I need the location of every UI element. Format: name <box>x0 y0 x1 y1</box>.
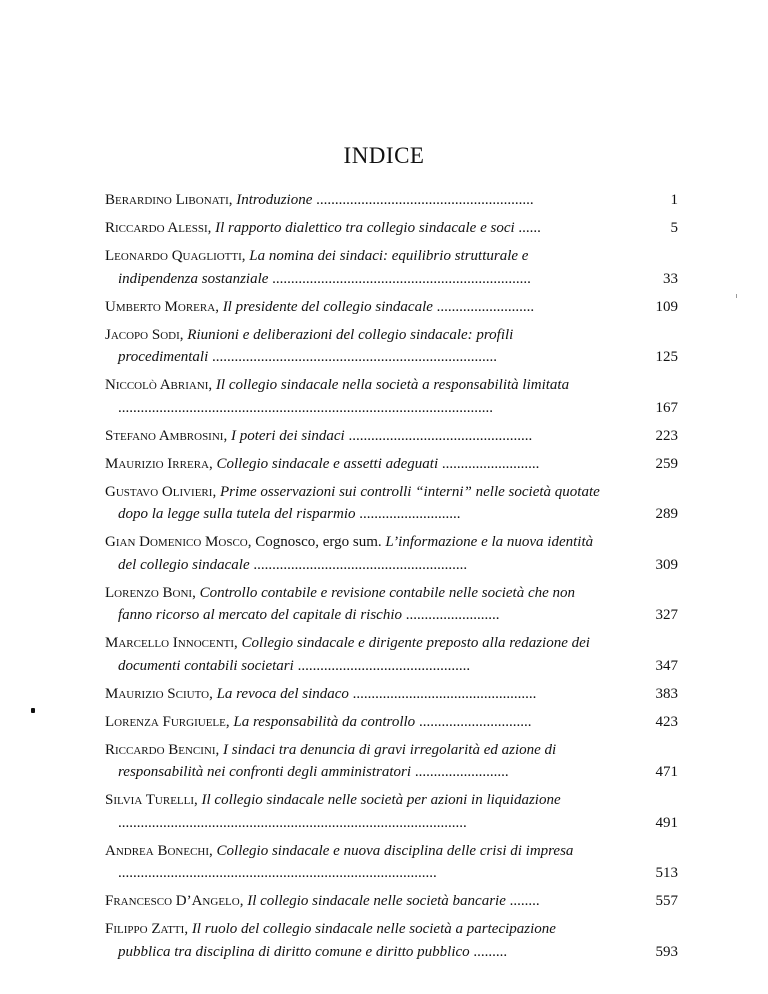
entry-title: Il collegio sindacale nelle società per azioni in liquidazione <box>201 792 561 808</box>
toc-entry: Gustavo Olivieri, Prime osservazioni sui controlli “interni” nelle società quotate dopo la legge sulla tutela del risparmio ........................... 289 <box>105 481 678 526</box>
entry-title: Collegio sindacale e nuova disciplina delle crisi di impresa <box>216 842 574 859</box>
entry-title: Riunioni e deliberazioni del collegio sindacale: profili procedimentali <box>118 326 514 365</box>
toc-entry: Silvia Turelli, Il collegio sindacale nelle società per azioni in liquidazione ............................................................................................. 491 <box>105 789 678 834</box>
entry-title: La revoca del sindaco <box>216 685 349 702</box>
dot-leader: ..................................................................... <box>268 270 531 287</box>
entry-author: Maurizio Irrera <box>105 455 209 472</box>
toc-entry: Leonardo Quagliotti, La nomina dei sindaci: equilibrio strutturale e indipendenza sostanziale ..................................................................... 33 <box>105 245 678 290</box>
entry-author: Leonardo Quagliotti <box>105 248 242 264</box>
dot-leader: ............................................................................................. <box>118 814 467 831</box>
entry-author: Lorenza Furgiuele <box>105 713 226 730</box>
entry-author: Riccardo Bencini <box>105 741 216 758</box>
dot-leader: ........................... <box>355 506 461 522</box>
entry-page-number: 593 <box>655 943 678 960</box>
entry-page-number: 33 <box>663 270 678 287</box>
entry-page-number: 259 <box>655 455 678 472</box>
entry-page-number: 491 <box>655 814 678 831</box>
dot-leader: ......... <box>469 943 508 960</box>
entry-page-number: 513 <box>655 865 678 881</box>
entry-author: Francesco D’Angelo <box>105 893 240 909</box>
entry-page-number: 125 <box>655 349 678 365</box>
toc-entry: Riccardo Bencini, I sindaci tra denuncia di gravi irregolarità ed azione di responsabilità nei confronti degli amministratori ......................... 471 <box>105 739 678 784</box>
toc-entry: Maurizio Irrera, Collegio sindacale e assetti adeguati .......................... 259 <box>105 453 678 476</box>
toc-entry: Maurizio Sciuto, La revoca del sindaco ................................................. 383 <box>105 683 678 706</box>
entry-title-roman: Cognosco, ergo sum. <box>255 534 382 550</box>
dot-leader: .................................................................................................... <box>118 399 493 416</box>
entry-page-number: 167 <box>655 399 678 416</box>
entry-title: Collegio sindacale e assetti adeguati <box>216 455 439 472</box>
entry-author: Maurizio Sciuto <box>105 685 210 702</box>
entry-page-number: 5 <box>670 220 678 236</box>
dot-leader: ................................................. <box>344 427 533 444</box>
toc-entry: Stefano Ambrosini, I poteri dei sindaci ................................................. 223 <box>105 425 678 448</box>
entry-author: Niccolò Abriani <box>105 377 209 393</box>
dot-leader: .............................................. <box>293 657 471 674</box>
page-title: INDICE <box>343 143 425 168</box>
entry-author: Marcello Innocenti <box>105 635 235 651</box>
dot-leader: .............................. <box>415 713 532 730</box>
entry-title: L’informazione e la nuova identità del collegio sindacale <box>118 534 594 573</box>
toc-entry: Niccolò Abriani, Il collegio sindacale nella società a responsabilità limitata .................................................................................................... 167 <box>105 374 678 419</box>
entry-page-number: 327 <box>655 607 678 623</box>
entry-title: La responsabilità da controllo <box>233 713 416 730</box>
dot-leader: ..................................................................................... <box>118 865 437 881</box>
entry-page-number: 471 <box>655 764 678 780</box>
dot-leader: ................................................. <box>348 685 537 702</box>
entry-page-number: 557 <box>655 893 678 909</box>
entry-title: Prime osservazioni sui controlli “interni” nelle società quotate dopo la legge sulla tutela del risparmio <box>118 483 600 522</box>
dot-leader: ........ <box>505 893 540 909</box>
entry-title: Il collegio sindacale nella società a responsabilità limitata <box>215 377 570 393</box>
table-of-contents <box>105 189 678 969</box>
entry-title: I sindaci tra denuncia di gravi irregolarità ed azione di responsabilità nei confronti degli amministratori <box>118 741 557 780</box>
toc-entry: Andrea Bonechi, Collegio sindacale e nuova disciplina delle crisi di impresa ..................................................................................... 513 <box>105 840 678 885</box>
entry-title: I poteri dei sindaci <box>230 427 345 444</box>
entry-title: Il presidente del collegio sindacale <box>222 298 433 315</box>
toc-entry: Riccardo Alessi, Il rapporto dialettico tra collegio sindacale e soci ...... 5 <box>105 217 678 240</box>
entry-page-number: 289 <box>655 506 678 522</box>
dot-leader: .......................... <box>438 455 540 472</box>
dot-leader: .......................................................... <box>312 192 534 208</box>
dot-leader: ......................... <box>402 607 500 623</box>
entry-title: Il collegio sindacale nelle società bancarie <box>247 893 506 909</box>
toc-entry: Marcello Innocenti, Collegio sindacale e dirigente preposto alla redazione dei documenti contabili societari .............................................. 347 <box>105 632 678 677</box>
entry-title: Il rapporto dialettico tra collegio sindacale e soci <box>215 220 515 236</box>
entry-author: Riccardo Alessi <box>105 220 208 236</box>
entry-author: Berardino Libonati <box>105 192 229 208</box>
entry-author: Silvia Turelli <box>105 792 195 808</box>
toc-entry: Gian Domenico Mosco, Cognosco, ergo sum. L’informazione e la nuova identità del collegio sindacale ......................................................... 309 <box>105 531 678 576</box>
toc-entry: Berardino Libonati, Introduzione .......................................................... 1 <box>105 189 678 212</box>
dot-leader: ......................................................... <box>249 556 468 573</box>
toc-entry: Lorenza Furgiuele, La responsabilità da controllo .............................. 423 <box>105 711 678 734</box>
dot-leader: ...... <box>514 220 541 236</box>
entry-title: Collegio sindacale e dirigente preposto alla redazione dei documenti contabili societari <box>118 635 590 674</box>
dot-leader: ............................................................................ <box>208 349 498 365</box>
entry-page-number: 423 <box>655 713 678 730</box>
toc-entry: Lorenzo Boni, Controllo contabile e revisione contabile nelle società che non fanno ricorso al mercato del capitale di rischio ......................... 327 <box>105 582 678 627</box>
entry-title: La nomina dei sindaci: equilibrio strutturale e indipendenza sostanziale <box>118 248 529 287</box>
entry-page-number: 223 <box>655 427 678 444</box>
entry-page-number: 109 <box>655 298 678 315</box>
entry-page-number: 383 <box>655 685 678 702</box>
toc-entry: Umberto Morera, Il presidente del collegio sindacale .......................... 109 <box>105 296 678 319</box>
dot-leader: .......................... <box>432 298 535 315</box>
entry-author: Stefano Ambrosini <box>105 427 224 444</box>
entry-author: Lorenzo Boni <box>105 584 193 601</box>
entry-author: Gustavo Olivieri <box>105 483 213 500</box>
entry-author: Andrea Bonechi <box>105 842 210 859</box>
toc-entry: Filippo Zatti, Il ruolo del collegio sindacale nelle società a partecipazione pubblica tra disciplina di diritto comune e diritto pubblico ......... 593 <box>105 918 678 963</box>
toc-entry: Francesco D’Angelo, Il collegio sindacale nelle società bancarie ........ 557 <box>105 890 678 913</box>
margin-ink-dot <box>31 708 35 713</box>
toc-entry: Jacopo Sodi, Riunioni e deliberazioni del collegio sindacale: profili procedimentali ............................................................................ 125 <box>105 324 678 369</box>
entry-page-number: 347 <box>655 657 678 674</box>
entry-author: Umberto Morera <box>105 298 216 315</box>
entry-page-number: 309 <box>655 556 678 573</box>
dot-leader: ......................... <box>411 764 509 780</box>
entry-title: Introduzione <box>236 192 313 208</box>
entry-page-number: 1 <box>670 192 678 208</box>
entry-author: Filippo Zatti <box>105 921 185 937</box>
entry-title: Controllo contabile e revisione contabile nelle società che non fanno ricorso al mercato del capitale di rischio <box>118 584 576 623</box>
margin-scan-mark <box>736 294 737 298</box>
entry-author: Jacopo Sodi <box>105 326 180 343</box>
entry-author: Gian Domenico Mosco <box>105 534 248 550</box>
entry-title: Il ruolo del collegio sindacale nelle società a partecipazione pubblica tra disciplina di diritto comune e diritto pubblico <box>118 921 556 960</box>
